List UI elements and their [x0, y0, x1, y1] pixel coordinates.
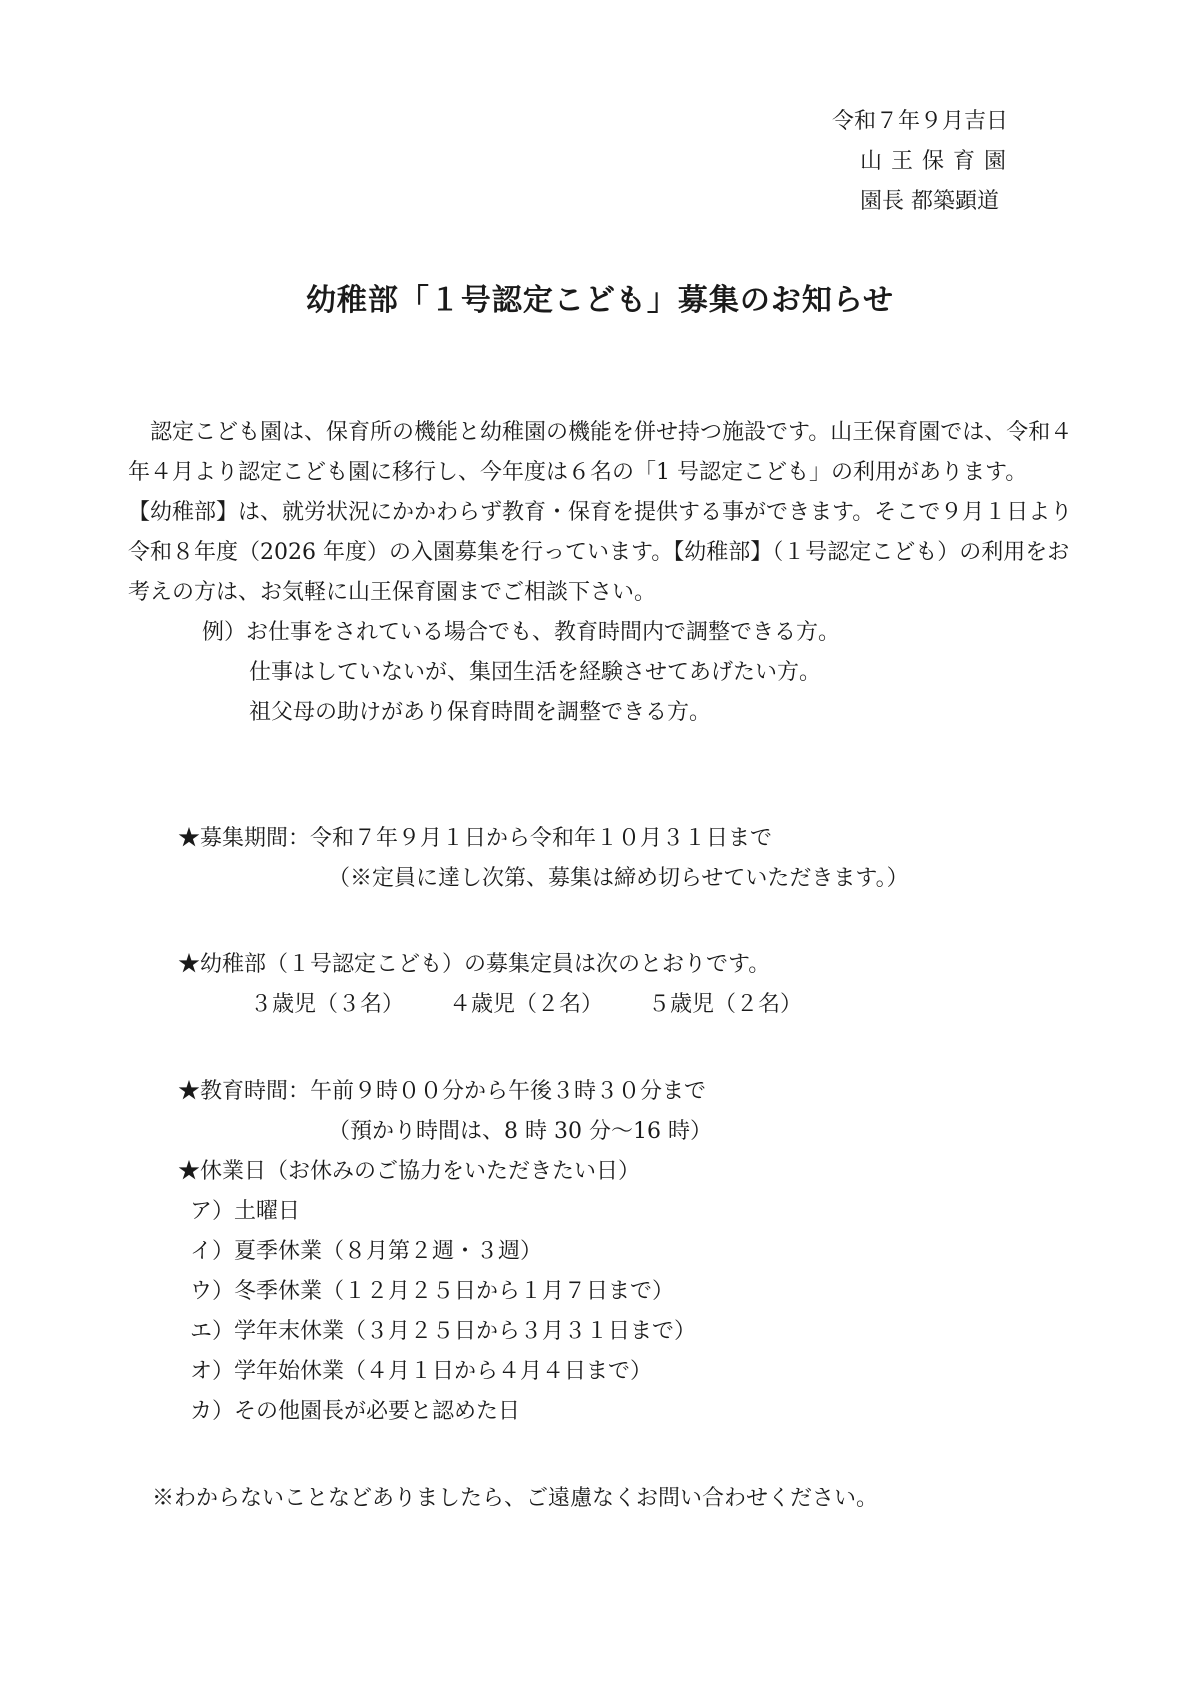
example-item: 例）お仕事をされている場合でも、教育時間内で調整できる方。 — [202, 620, 841, 645]
education-hours-note: （預かり時間は、8 時 30 分～16 時） — [328, 1119, 712, 1144]
class-capacity-4yo: ４歳児（２名） — [449, 992, 604, 1017]
intro-section — [128, 413, 1088, 733]
holiday-item: イ）夏季休業（８月第２週・３週） — [190, 1239, 543, 1264]
holiday-item: カ）その他園長が必要と認めた日 — [190, 1399, 521, 1424]
holiday-item: オ）学年始休業（４月１日から４月４日まで） — [190, 1359, 653, 1384]
capacity-label: ★幼稚部（１号認定こども）の募集定員は次のとおりです。 — [178, 952, 771, 977]
holiday-item: ア）土曜日 — [190, 1199, 301, 1224]
education-hours-section — [178, 1072, 712, 1432]
recruitment-period-label: ★募集期間：令和７年９月１日から令和年１０月３１日まで — [178, 826, 773, 851]
holiday-item: エ）学年末休業（３月２５日から３月３１日まで） — [190, 1319, 697, 1344]
organization-name: 山王保育園 — [860, 149, 1016, 174]
capacity-classes — [178, 985, 840, 1025]
holidays-label: ★休業日（お休みのご協力をいただきたい日） — [178, 1159, 641, 1184]
recruitment-period-note: （※定員に達し次第、募集は締め切らせていただきます。） — [328, 866, 909, 891]
example-item: 仕事はしていないが、集団生活を経験させてあげたい方。 — [249, 660, 822, 685]
intro-paragraph-1: 認定こども園は、保育所の機能と幼稚園の機能を併せ持つ施設です。山王保育園では、令和４年４月より認定こども園に移行し、今年度は６名の「1 号認定こども」の利用があります。 — [128, 420, 1073, 485]
class-capacity-3yo: ３歳児（３名） — [250, 992, 405, 1017]
intro-paragraph-2: 【幼稚部】は、就労状況にかかわらず教育・保育を提供する事ができます。そこで９月１日より令和８年度（2026 年度）の入園募集を行っています。【幼稚部】（１号認定こども）の利用をお考えの方は、お気軽に山王保育園までご相談下さい。 — [128, 500, 1073, 605]
recruitment-period-section — [178, 819, 909, 899]
document-title: 幼稚部「１号認定こども」募集のお知らせ — [305, 283, 895, 318]
education-hours-label: ★教育時間：午前９時００分から午後３時３０分まで — [178, 1079, 707, 1104]
examples-list — [128, 613, 1088, 733]
header-block — [832, 102, 1082, 222]
capacity-section — [178, 945, 840, 1025]
holiday-item: ウ）冬季休業（１２月２５日から１月７日まで） — [190, 1279, 675, 1304]
class-capacity-5yo: ５歳児（２名） — [648, 992, 803, 1017]
issue-date: 令和７年９月吉日 — [832, 109, 1009, 134]
principal-name: 園長 都築顕道 — [860, 189, 999, 214]
footer-note: ※わからないことなどありましたら、ご遠慮なくお問い合わせください。 — [152, 1486, 879, 1511]
example-item: 祖父母の助けがあり保育時間を調整できる方。 — [249, 700, 712, 725]
